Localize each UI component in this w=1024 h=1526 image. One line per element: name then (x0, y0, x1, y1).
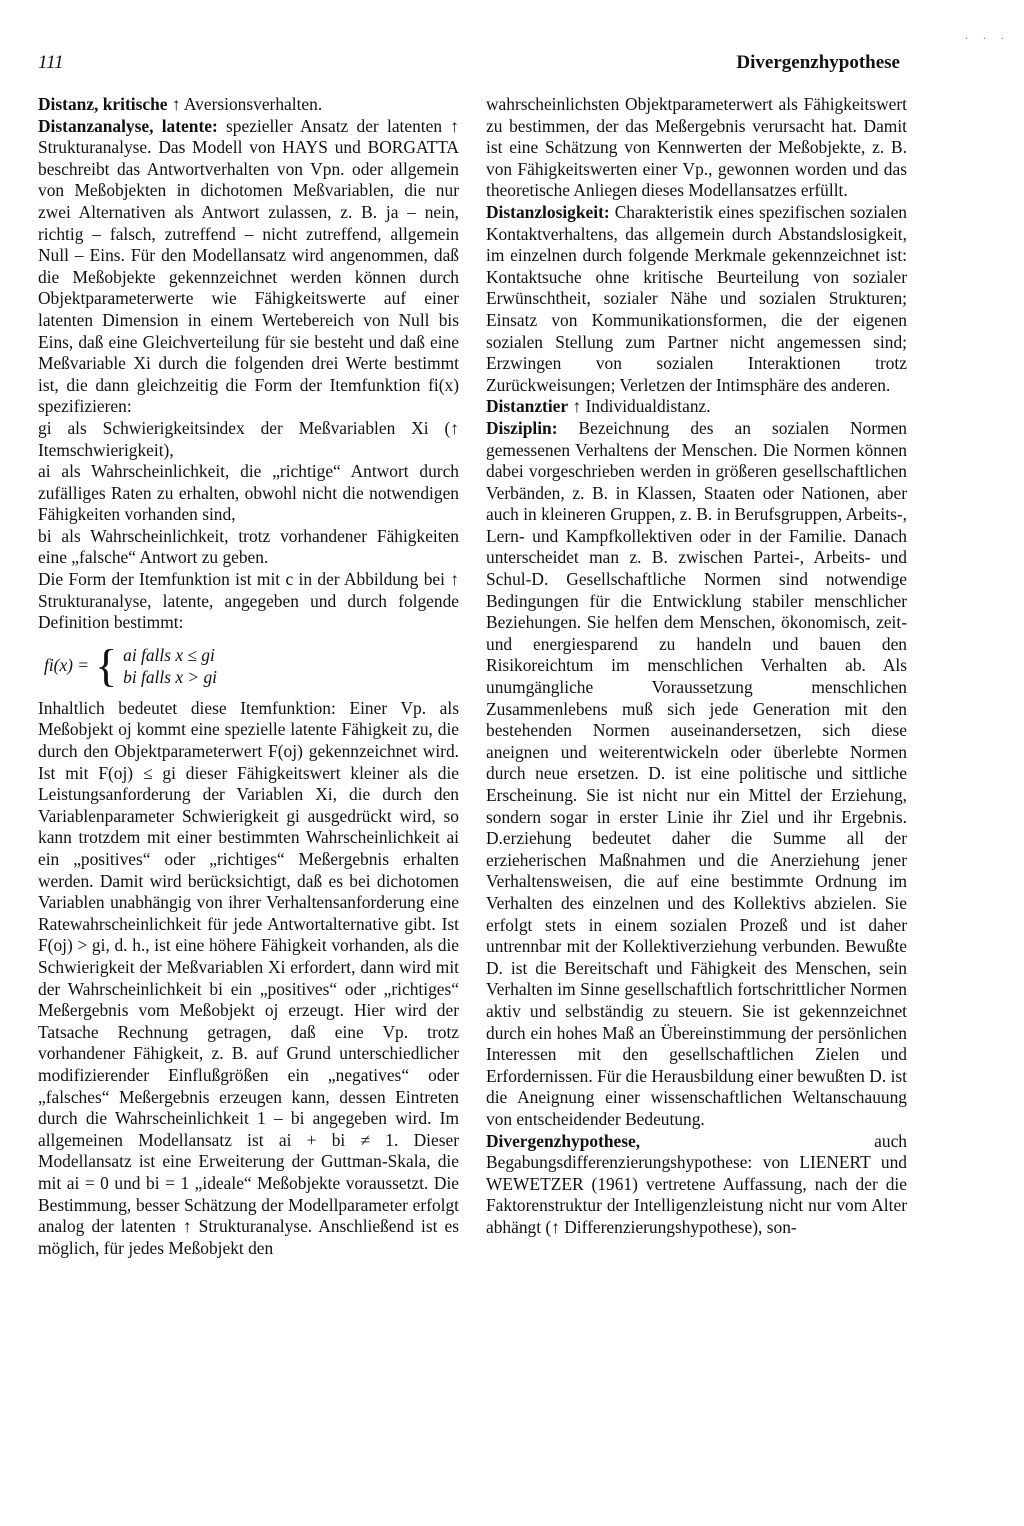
continuation-paragraph: wahrscheinlichsten Objektparameterwert als Fähigkeitswert zu bestimmen, der das Meßergebnis verursacht hat. Damit ist eine Schätzung von Kennwerten der Meßobjekte, z. B. von Fähigkeitswerten einer Vp., gewonnen worden und das theoretische Anliegen dieses Modellansatzes erfüllt. (486, 94, 907, 201)
parameter-b: bi als Wahrscheinlichkeit, trotz vorhandener Fähigkeiten eine „falsche“ Antwort zu geben. (38, 525, 459, 568)
itemfunction-formula (44, 639, 459, 691)
entry-distanzlosigkeit (486, 202, 907, 396)
entry-distanztier (486, 396, 907, 418)
formula-brace: { (95, 639, 118, 691)
entry-divergenzhypothese (486, 1131, 907, 1239)
page-header (38, 52, 900, 78)
parameter-a: ai als Wahrscheinlichkeit, die „richtige“ Antwort durch zufälliges Raten zu erhalten, obwohl nicht die notwendigen Fähigkeiten vorhanden sind, (38, 461, 459, 525)
entry-distanz-kritische (38, 94, 459, 116)
entry-disziplin (486, 418, 907, 1131)
entry-body: auch Begabungsdifferenzierungshypothese: von LIENERT und WEWETZER (1961) vertretene Auffassung, nach der die Faktorenstruktur der Intelligenzleistung nicht nur vom Alter abhängt (↑ Differenzierungshypothese), son- (486, 1130, 907, 1237)
form-paragraph: Die Form der Itemfunktion ist mit c in der Abbildung bei ↑ Strukturanalyse, latente, angegeben und durch folgende Definition bestimmt: (38, 569, 459, 633)
left-column (38, 94, 459, 1259)
formula-case-2: bi falls x > gi (123, 666, 218, 687)
page-number: 111 (38, 52, 64, 73)
entry-term: Distanzanalyse, latente: (38, 115, 218, 136)
parameter-g: gi als Schwierigkeitsindex der Meßvariablen Xi (↑ Itemschwierigkeit), (38, 417, 459, 460)
formula-case-1: ai falls x ≤ gi (123, 644, 215, 665)
entry-term: Distanzlosigkeit: (486, 201, 610, 222)
entry-term: Disziplin: (486, 417, 558, 438)
entry-body: ↑ Aversionsverhalten. (167, 94, 323, 114)
formula-lhs: fi(x) = (44, 655, 90, 676)
entry-body: ↑ Individualdistanz. (568, 396, 711, 417)
entry-body: Charakteristik eines spezifischen sozialen Kontaktverhaltens, das allgemein durch Abstandslosigkeit, im einzelnen durch folgende Merkmale gekennzeichnet ist: Kontaktsuche ohne kritische Beurteilung von sozialer Erwünschtheit, sozialer Nähe und sozialen Strukturen; Einsatz von Kommunikationsformen, die der eigenen sozialen Stellung zum Partner nicht angemessen sind; Erzwingen von sozialen Interaktionen trotz Zurückweisungen; Verletzen der Intimsphäre des anderen. (486, 201, 907, 395)
entry-body: spezieller Ansatz der latenten ↑ Strukturanalyse. Das Modell von HAYS und BORGATTA beschreibt das Antwortverhalten von Vpn. oder allgemein von Meßobjekten in dichotomen Meßvariablen, die nur zwei Alternativen als Antwort zulassen, z. B. ja – nein, richtig – falsch, zutreffend – nicht zutreffend, allgemein Null – Eins. Für den Modellansatz wird angenommen, daß die Meßobjekte gekennzeichnet werden können durch Objektparameterwerte wie Fähigkeitswerte auf einer latenten Dimension in einem Wertebereich von Null bis Eins, daß eine Gleichverteilung für sie besteht und daß eine Meßvariable Xi durch die folgenden drei Werte bestimmt ist, die dann gleichzeitig die Form der Itemfunktion fi(x) spezifizieren: (38, 115, 459, 417)
formula-cases (123, 644, 217, 688)
running-head: Divergenzhypothese (736, 52, 900, 73)
interpretation-paragraph: Inhaltlich bedeutet diese Itemfunktion: Einer Vp. als Meßobjekt oj kommt eine spezielle latente Fähigkeit zu, die durch den Objektparameterwert F(oj) gekennzeichnet wird. Ist mit F(oj) ≤ gi dieser Fähigkeitswert kleiner als die Leistungsanforderung der Variablen Xi, die durch den Variablenparameter Schwierigkeit gi ausgedrückt wird, so kann trotzdem mit einer bestimmten Wahrscheinlichkeit ai ein „positives“ oder „richtiges“ Meßergebnis erhalten werden. Damit wird berücksichtigt, daß es bei dichotomen Variablen unabhängig von ihrer Verhaltensanforderung eine Ratewahrscheinlichkeit für jede Antwortalternative gibt. Ist F(oj) > gi, d. h., ist eine höhere Fähigkeit vorhanden, als die Schwierigkeit der Meßvariablen Xi erfordert, dann wird mit der Wahrscheinlichkeit bi ein „positives“ oder „richtiges“ Meßergebnis vom Meßobjekt oj erzeugt. Hier wird der Tatsache Rechnung getragen, daß eine Vp. trotz vorhandener Fähigkeit, z. B. auf Grund unterschiedlicher modifizierender Einflußgrößen ein „negatives“ oder „falsches“ Meßergebnis erzeugen kann, dessen Eintreten durch die Wahrscheinlichkeit 1 – bi angegeben wird. Im allgemeinen Modellansatz ist ai + bi ≠ 1. Dieser Modellansatz ist eine Erweiterung der Guttman-Skala, die mit ai = 0 und bi = 1 „ideale“ Meßobjekte voraussetzt. Die Bestimmung, besser Schätzung der Modellparameter erfolgt analog der latenten ↑ Strukturanalyse. Anschließend ist es möglich, für jedes Meßobjekt den (38, 697, 459, 1258)
entry-body: Bezeichnung des an sozialen Normen gemessenen Verhaltens der Menschen. Die Normen können dabei vorgeschrieben werden in größeren gesellschaftlichen Verbänden, z. B. in Klassen, Staaten oder Nationen, aber auch in kleineren Gruppen, z. B. in Berufsgruppen, Arbeits-, Lern- und Kampfkollektiven oder in der Familie. Danach unterscheidet man z. B. zwischen Partei-, Arbeits- und Schul-D. Gesellschaftliche Normen sind notwendige Bedingungen für die Entwicklung stabiler menschlicher Beziehungen. Sie helfen dem Menschen, ökonomisch, zeit- und energiesparend zu handeln und bauen den Risikoreichtum im menschlichen Verhalten ab. Als unumgängliche Voraussetzung menschlichen Zusammenlebens muß sich jede Generation mit den bestehenden Normen auseinandersetzen, sich diese aneignen und weiterentwickeln oder überlebte Normen durch neue ersetzen. D. ist eine politische und sittliche Erscheinung. Sie ist nicht nur ein Mittel der Erziehung, sondern sogar in erster Linie ihr Ziel und ihr Ergebnis. D.erziehung bedeutet daher die Summe all der erzieherischen Maßnahmen und die Anerziehung jener Verhaltensweisen, die auf eine bestimmte Ordnung im Verhalten des einzelnen und des Kollektivs abzielen. Sie erfolgt stets in einem sozialen Prozeß und ist daher untrennbar mit der Kollektiverziehung verbunden. Bewußte D. ist die Bereitschaft und Fähigkeit des Menschen, sein Verhalten im Sinne gesellschaftlich fortschrittlicher Normen aktiv und selbständig zu steuern. Sie ist gekennzeichnet durch ein hohes Maß an Übereinstimmung der persönlichen Interessen mit den gesellschaftlichen Zielen und Erfordernissen. Für die Herausbildung einer bewußten D. ist die Aneignung einer wissenschaftlichen Weltanschauung von entscheidender Bedeutung. (486, 417, 907, 1129)
entry-term: Distanz, kritische (38, 94, 168, 114)
right-column (486, 94, 907, 1238)
entry-term: Distanztier (486, 396, 569, 417)
corner-marks: . . . (965, 28, 1010, 42)
entry-distanzanalyse (38, 116, 459, 418)
entry-term: Divergenzhypothese, (486, 1130, 641, 1151)
